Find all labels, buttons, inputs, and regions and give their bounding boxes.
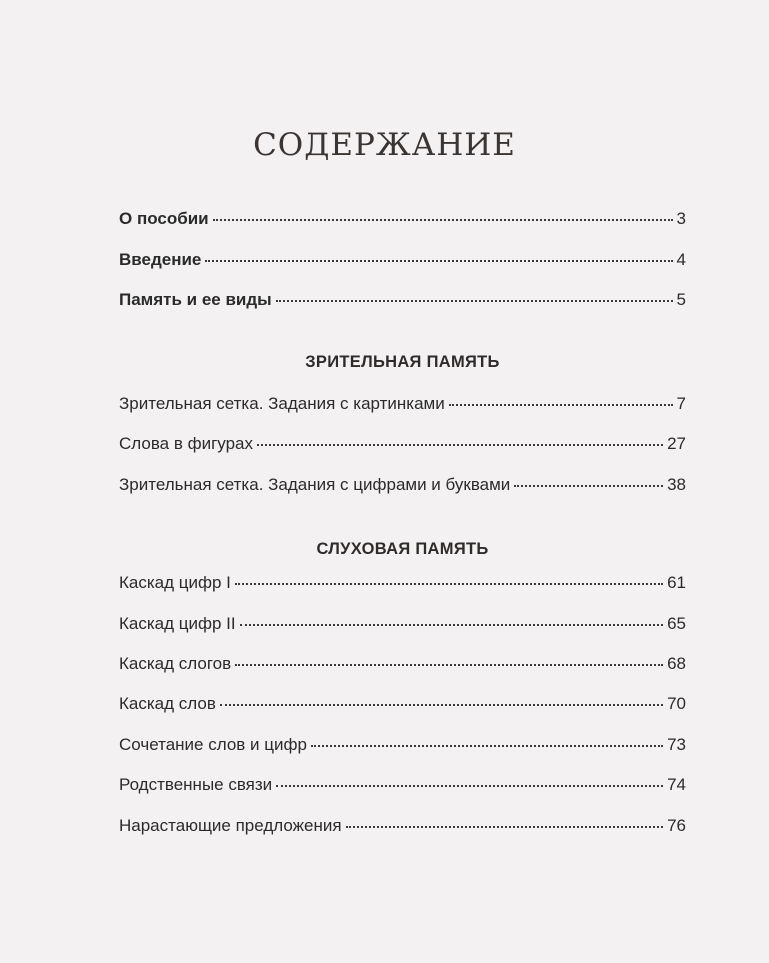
toc-entry-label: Слова в фигурах <box>119 434 254 453</box>
toc-entry[interactable] <box>119 775 686 801</box>
toc-entry-about[interactable] <box>119 209 686 235</box>
toc-entry[interactable] <box>119 475 686 501</box>
dot-leader <box>240 624 663 626</box>
dot-leader <box>346 826 664 828</box>
dot-leader <box>276 300 673 302</box>
toc-entry-label: Родственные связи <box>119 775 273 794</box>
toc-entry-label: Каскад цифр I <box>119 573 231 592</box>
toc-page-number: 76 <box>667 816 686 835</box>
toc-page-number: 73 <box>667 735 686 754</box>
toc-entry-label: Память и ее виды <box>119 290 272 309</box>
toc-page-number: 70 <box>667 694 686 713</box>
toc-entry[interactable] <box>119 694 686 720</box>
toc-entry-memory-types[interactable] <box>119 290 686 316</box>
page-title: СОДЕРЖАНИЕ <box>253 127 516 163</box>
toc-entry[interactable] <box>119 573 686 599</box>
toc-entry-label: Зрительная сетка. Задания с цифрами и буквами <box>119 475 511 494</box>
toc-page-number: 27 <box>667 434 686 453</box>
toc-entry[interactable] <box>119 735 686 761</box>
toc-entry-label: Введение <box>119 250 202 269</box>
toc-entry[interactable] <box>119 394 686 420</box>
toc-entry[interactable] <box>119 434 686 460</box>
toc-page-number: 3 <box>676 209 686 228</box>
toc-entry-label: Нарастающие предложения <box>119 816 342 835</box>
toc-entry[interactable] <box>119 614 686 640</box>
toc-entry-introduction[interactable] <box>119 250 686 276</box>
dot-leader <box>449 404 673 406</box>
dot-leader <box>311 745 663 747</box>
toc-page-number: 4 <box>676 250 686 269</box>
toc-page-number: 68 <box>667 654 686 673</box>
dot-leader <box>276 785 663 787</box>
toc-page-number: 61 <box>667 573 686 592</box>
toc-entry-label: Каскад слогов <box>119 654 232 673</box>
section-heading-visual-memory: ЗРИТЕЛЬНАЯ ПАМЯТЬ <box>305 353 500 371</box>
toc-page-number: 5 <box>676 290 686 309</box>
toc-entry[interactable] <box>119 816 686 842</box>
toc-page-number: 7 <box>676 394 686 413</box>
section-heading-auditory-memory: СЛУХОВАЯ ПАМЯТЬ <box>316 540 489 558</box>
dot-leader <box>235 583 663 585</box>
toc-entry-label: Каскад цифр II <box>119 614 236 633</box>
toc-entry-label: О пособии <box>119 209 209 228</box>
toc-entry-label: Зрительная сетка. Задания с картинками <box>119 394 445 413</box>
toc-page-number: 65 <box>667 614 686 633</box>
toc-entry-label: Сочетание слов и цифр <box>119 735 307 754</box>
dot-leader <box>257 444 663 446</box>
dot-leader <box>514 485 663 487</box>
dot-leader <box>235 664 663 666</box>
dot-leader <box>213 219 673 221</box>
dot-leader <box>205 260 672 262</box>
toc-entry-label: Каскад слов <box>119 694 216 713</box>
dot-leader <box>220 704 663 706</box>
toc-page-number: 38 <box>667 475 686 494</box>
toc-page-number: 74 <box>667 775 686 794</box>
toc-entry[interactable] <box>119 654 686 680</box>
